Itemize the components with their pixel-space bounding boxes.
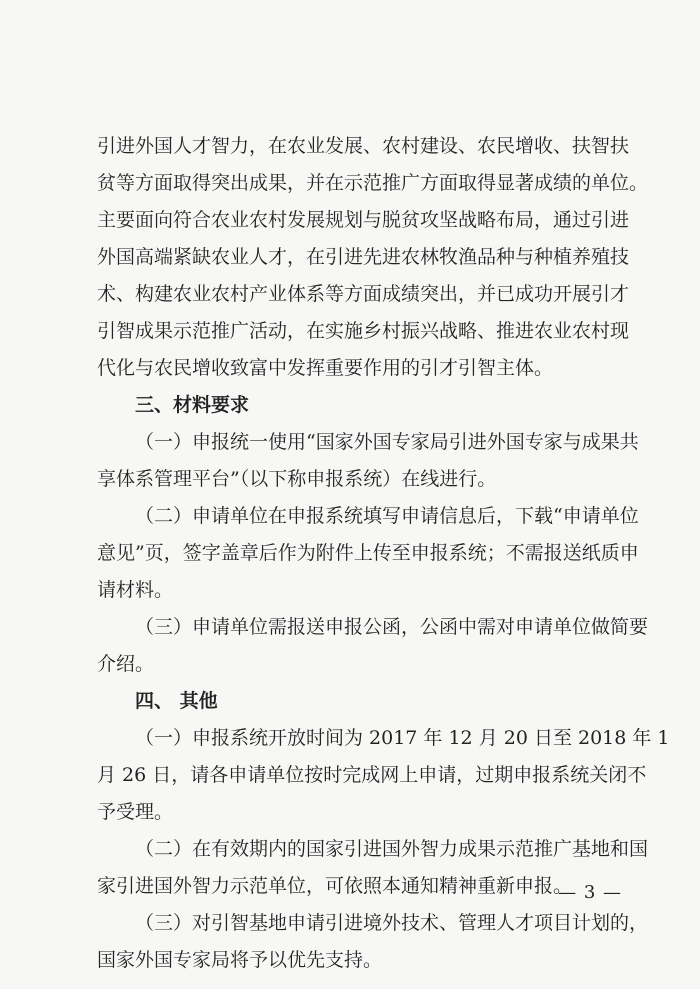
paragraph-line: 请材料。	[97, 579, 174, 601]
paragraph-line: 介绍。	[97, 653, 155, 675]
paragraph-line: 引智成果示范推广活动，在实施乡村振兴战略、推进农业农村现	[97, 320, 630, 342]
paragraph-line: 外国高端紧缺农业人才，在引进先进农林牧渔品种与种植养殖技	[97, 246, 630, 268]
paragraph-line: （一）申报统一使用“国家外国专家局引进外国专家与成果共	[135, 431, 639, 453]
paragraph-line: 享体系管理平台”（以下称申报系统）在线进行。	[97, 468, 497, 490]
section-heading: 三、材料要求	[135, 394, 250, 416]
paragraph-line: 主要面向符合农业农村发展规划与脱贫攻坚战略布局，通过引进	[97, 209, 630, 231]
paragraph-line: 贫等方面取得突出成果，并在示范推广方面取得显著成绩的单位。	[97, 172, 649, 194]
paragraph-line: 意见”页，签字盖章后作为附件上传至申报系统；不需报送纸质申	[97, 542, 639, 564]
paragraph-line: （三）对引智基地申请引进境外技术、管理人才项目计划的，	[135, 912, 649, 934]
paragraph-line: 家引进国外智力示范单位，可依照本通知精神重新申报。	[97, 875, 573, 897]
paragraph-line: 代化与农民增收致富中发挥重要作用的引才引智主体。	[97, 357, 554, 379]
paragraph-line: 予受理。	[97, 801, 174, 823]
page-number: — 3 —	[558, 882, 622, 903]
paragraph-line: 引进外国人才智力，在农业发展、农村建设、农民增收、扶智扶	[97, 135, 630, 157]
paragraph-line: 国家外国专家局将予以优先支持。	[97, 949, 383, 971]
paragraph-line: （二）申请单位在申报系统填写申请信息后，下载“申请单位	[135, 505, 639, 527]
paragraph-line: （一）申报系统开放时间为 2017 年 12 月 20 日至 2018 年 1	[135, 727, 670, 749]
paragraph-line: 月 26 日，请各申请单位按时完成网上申请，过期申报系统关闭不	[97, 764, 647, 786]
paragraph-line: 术、构建农业农村产业体系等方面成绩突出，并已成功开展引才	[97, 283, 630, 305]
paragraph-line: （二）在有效期内的国家引进国外智力成果示范推广基地和国	[135, 838, 649, 860]
section-heading: 四、 其他	[135, 690, 218, 712]
paragraph-line: （三）申请单位需报送申报公函，公函中需对申请单位做简要	[135, 616, 649, 638]
document-body	[97, 128, 670, 979]
